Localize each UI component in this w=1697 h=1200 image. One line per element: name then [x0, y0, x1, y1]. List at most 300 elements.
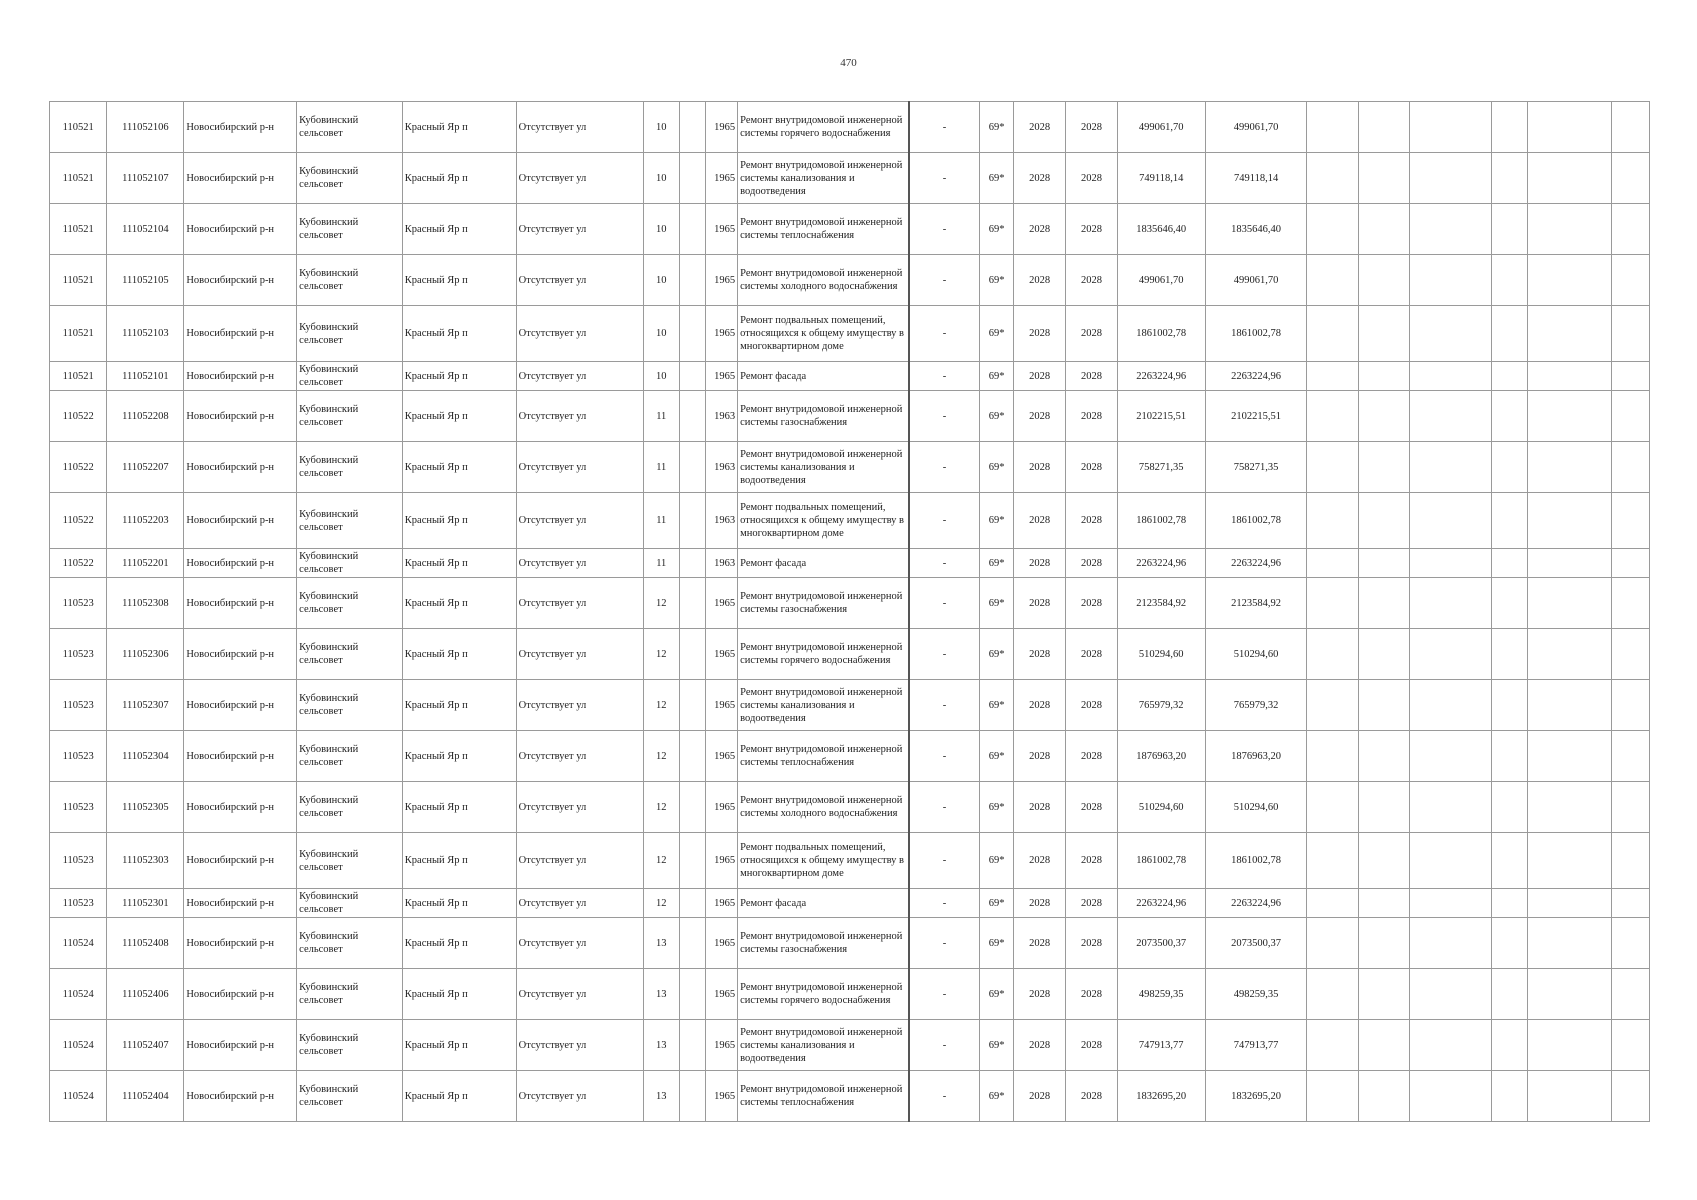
row-id: 110521 — [50, 102, 107, 153]
table-row — [50, 362, 1650, 391]
row-code: 111052203 — [107, 493, 184, 549]
row-year-to: 2028 — [1066, 629, 1117, 680]
row-total: 747913,77 — [1205, 1020, 1307, 1071]
row-rate: 69* — [980, 362, 1014, 391]
row-locality: Красный Яр п — [402, 255, 516, 306]
empty-cell — [1611, 102, 1649, 153]
row-street: Отсутствует ул — [516, 1020, 643, 1071]
empty-cell — [1491, 306, 1527, 362]
row-locality: Красный Яр п — [402, 578, 516, 629]
row-house: 10 — [643, 102, 679, 153]
row-house: 13 — [643, 1020, 679, 1071]
row-settlement: Кубовинский сельсовет — [297, 391, 403, 442]
row-dash: - — [909, 629, 980, 680]
table-row — [50, 731, 1650, 782]
row-cost: 747913,77 — [1117, 1020, 1205, 1071]
row-work-type: Ремонт подвальных помещений, относящихся к общему имуществу в многоквартирном доме — [738, 306, 909, 362]
row-year-to: 2028 — [1066, 153, 1117, 204]
row-settlement: Кубовинский сельсовет — [297, 102, 403, 153]
empty-cell — [1307, 578, 1358, 629]
row-id: 110523 — [50, 731, 107, 782]
row-locality: Красный Яр п — [402, 731, 516, 782]
row-district: Новосибирский р-н — [184, 833, 297, 889]
row-house: 12 — [643, 629, 679, 680]
empty-cell — [1611, 204, 1649, 255]
table-row — [50, 918, 1650, 969]
row-settlement: Кубовинский сельсовет — [297, 204, 403, 255]
empty-cell — [1491, 204, 1527, 255]
row-house: 12 — [643, 833, 679, 889]
row-total: 1861002,78 — [1205, 306, 1307, 362]
row-settlement: Кубовинский сельсовет — [297, 731, 403, 782]
row-settlement: Кубовинский сельсовет — [297, 782, 403, 833]
row-code: 111052303 — [107, 833, 184, 889]
empty-cell — [1611, 680, 1649, 731]
row-cost: 1835646,40 — [1117, 204, 1205, 255]
row-year-to: 2028 — [1066, 680, 1117, 731]
row-district: Новосибирский р-н — [184, 549, 297, 578]
row-house: 11 — [643, 391, 679, 442]
empty-cell — [1491, 680, 1527, 731]
row-street: Отсутствует ул — [516, 1071, 643, 1122]
row-build-year: 1965 — [706, 255, 738, 306]
row-settlement: Кубовинский сельсовет — [297, 918, 403, 969]
empty-cell — [1358, 889, 1409, 918]
row-build-year: 1965 — [706, 578, 738, 629]
row-settlement: Кубовинский сельсовет — [297, 549, 403, 578]
empty-cell — [1358, 680, 1409, 731]
row-code: 111052107 — [107, 153, 184, 204]
row-district: Новосибирский р-н — [184, 889, 297, 918]
row-build-year: 1965 — [706, 153, 738, 204]
row-rate: 69* — [980, 578, 1014, 629]
row-id: 110521 — [50, 306, 107, 362]
row-year-to: 2028 — [1066, 549, 1117, 578]
empty-cell — [1307, 680, 1358, 731]
row-house: 10 — [643, 362, 679, 391]
empty-cell — [1491, 153, 1527, 204]
empty-cell — [679, 680, 706, 731]
empty-cell — [1491, 889, 1527, 918]
empty-cell — [1611, 391, 1649, 442]
row-total: 499061,70 — [1205, 102, 1307, 153]
empty-cell — [1358, 204, 1409, 255]
row-id: 110522 — [50, 391, 107, 442]
row-dash: - — [909, 391, 980, 442]
empty-cell — [1307, 1020, 1358, 1071]
row-street: Отсутствует ул — [516, 578, 643, 629]
row-code: 111052306 — [107, 629, 184, 680]
row-district: Новосибирский р-н — [184, 493, 297, 549]
row-settlement: Кубовинский сельсовет — [297, 493, 403, 549]
empty-cell — [1611, 255, 1649, 306]
row-id: 110523 — [50, 680, 107, 731]
row-house: 12 — [643, 731, 679, 782]
row-dash: - — [909, 1071, 980, 1122]
empty-cell — [679, 629, 706, 680]
row-cost: 498259,35 — [1117, 969, 1205, 1020]
row-cost: 499061,70 — [1117, 255, 1205, 306]
empty-cell — [679, 969, 706, 1020]
empty-cell — [1527, 549, 1611, 578]
row-cost: 1861002,78 — [1117, 833, 1205, 889]
empty-cell — [1358, 549, 1409, 578]
row-work-type: Ремонт внутридомовой инженерной системы холодного водоснабжения — [738, 255, 909, 306]
row-dash: - — [909, 731, 980, 782]
empty-cell — [1409, 833, 1491, 889]
row-cost: 2263224,96 — [1117, 889, 1205, 918]
empty-cell — [1409, 680, 1491, 731]
empty-cell — [1611, 493, 1649, 549]
empty-cell — [1611, 549, 1649, 578]
row-locality: Красный Яр п — [402, 391, 516, 442]
row-year-to: 2028 — [1066, 1071, 1117, 1122]
row-locality: Красный Яр п — [402, 969, 516, 1020]
empty-cell — [679, 153, 706, 204]
row-rate: 69* — [980, 549, 1014, 578]
row-house: 13 — [643, 969, 679, 1020]
row-rate: 69* — [980, 833, 1014, 889]
row-year-from: 2028 — [1014, 549, 1066, 578]
row-year-to: 2028 — [1066, 969, 1117, 1020]
empty-cell — [1611, 1020, 1649, 1071]
empty-cell — [1611, 833, 1649, 889]
empty-cell — [1611, 1071, 1649, 1122]
row-district: Новосибирский р-н — [184, 731, 297, 782]
row-locality: Красный Яр п — [402, 442, 516, 493]
empty-cell — [1527, 442, 1611, 493]
row-year-to: 2028 — [1066, 782, 1117, 833]
empty-cell — [1307, 549, 1358, 578]
row-build-year: 1965 — [706, 204, 738, 255]
row-district: Новосибирский р-н — [184, 391, 297, 442]
empty-cell — [1527, 833, 1611, 889]
row-year-to: 2028 — [1066, 306, 1117, 362]
empty-cell — [1307, 731, 1358, 782]
row-build-year: 1965 — [706, 1020, 738, 1071]
row-year-from: 2028 — [1014, 680, 1066, 731]
row-cost: 758271,35 — [1117, 442, 1205, 493]
row-district: Новосибирский р-н — [184, 680, 297, 731]
row-rate: 69* — [980, 306, 1014, 362]
row-work-type: Ремонт внутридомовой инженерной системы теплоснабжения — [738, 1071, 909, 1122]
empty-cell — [1527, 731, 1611, 782]
row-id: 110523 — [50, 889, 107, 918]
row-house: 12 — [643, 889, 679, 918]
empty-cell — [1611, 362, 1649, 391]
row-work-type: Ремонт внутридомовой инженерной системы канализования и водоотведения — [738, 442, 909, 493]
row-settlement: Кубовинский сельсовет — [297, 306, 403, 362]
row-settlement: Кубовинский сельсовет — [297, 153, 403, 204]
row-build-year: 1965 — [706, 782, 738, 833]
row-total: 1861002,78 — [1205, 493, 1307, 549]
row-house: 10 — [643, 153, 679, 204]
row-year-to: 2028 — [1066, 204, 1117, 255]
empty-cell — [1527, 629, 1611, 680]
row-build-year: 1965 — [706, 306, 738, 362]
row-cost: 749118,14 — [1117, 153, 1205, 204]
row-settlement: Кубовинский сельсовет — [297, 1071, 403, 1122]
row-work-type: Ремонт фасада — [738, 549, 909, 578]
row-total: 765979,32 — [1205, 680, 1307, 731]
row-cost: 2073500,37 — [1117, 918, 1205, 969]
table-row — [50, 549, 1650, 578]
row-code: 111052308 — [107, 578, 184, 629]
row-rate: 69* — [980, 969, 1014, 1020]
row-id: 110523 — [50, 629, 107, 680]
row-locality: Красный Яр п — [402, 629, 516, 680]
row-year-to: 2028 — [1066, 918, 1117, 969]
row-house: 11 — [643, 549, 679, 578]
row-id: 110521 — [50, 362, 107, 391]
table-row — [50, 493, 1650, 549]
row-year-from: 2028 — [1014, 731, 1066, 782]
row-work-type: Ремонт внутридомовой инженерной системы холодного водоснабжения — [738, 782, 909, 833]
row-settlement: Кубовинский сельсовет — [297, 578, 403, 629]
row-work-type: Ремонт внутридомовой инженерной системы канализования и водоотведения — [738, 680, 909, 731]
row-code: 111052103 — [107, 306, 184, 362]
row-total: 1876963,20 — [1205, 731, 1307, 782]
empty-cell — [1611, 889, 1649, 918]
row-cost: 1861002,78 — [1117, 306, 1205, 362]
empty-cell — [679, 782, 706, 833]
row-total: 498259,35 — [1205, 969, 1307, 1020]
row-code: 111052307 — [107, 680, 184, 731]
row-street: Отсутствует ул — [516, 782, 643, 833]
empty-cell — [1491, 255, 1527, 306]
empty-cell — [1358, 1071, 1409, 1122]
empty-cell — [679, 731, 706, 782]
row-locality: Красный Яр п — [402, 1020, 516, 1071]
table-row — [50, 391, 1650, 442]
empty-cell — [679, 362, 706, 391]
empty-cell — [1307, 153, 1358, 204]
empty-cell — [1611, 629, 1649, 680]
empty-cell — [1409, 782, 1491, 833]
row-work-type: Ремонт фасада — [738, 889, 909, 918]
row-year-to: 2028 — [1066, 833, 1117, 889]
table-row — [50, 1020, 1650, 1071]
row-dash: - — [909, 442, 980, 493]
row-house: 11 — [643, 493, 679, 549]
row-rate: 69* — [980, 102, 1014, 153]
empty-cell — [1307, 833, 1358, 889]
row-street: Отсутствует ул — [516, 204, 643, 255]
row-id: 110522 — [50, 549, 107, 578]
row-code: 111052305 — [107, 782, 184, 833]
row-year-from: 2028 — [1014, 204, 1066, 255]
empty-cell — [1358, 918, 1409, 969]
row-street: Отсутствует ул — [516, 549, 643, 578]
empty-cell — [1358, 1020, 1409, 1071]
empty-cell — [1358, 102, 1409, 153]
row-build-year: 1965 — [706, 969, 738, 1020]
row-work-type: Ремонт внутридомовой инженерной системы газоснабжения — [738, 391, 909, 442]
row-year-to: 2028 — [1066, 391, 1117, 442]
empty-cell — [679, 1020, 706, 1071]
empty-cell — [679, 391, 706, 442]
row-code: 111052407 — [107, 1020, 184, 1071]
capital-repair-table — [49, 101, 1650, 1122]
empty-cell — [1307, 362, 1358, 391]
row-cost: 2263224,96 — [1117, 549, 1205, 578]
row-settlement: Кубовинский сельсовет — [297, 969, 403, 1020]
row-build-year: 1965 — [706, 1071, 738, 1122]
row-street: Отсутствует ул — [516, 680, 643, 731]
row-cost: 765979,32 — [1117, 680, 1205, 731]
empty-cell — [1409, 153, 1491, 204]
row-total: 2263224,96 — [1205, 362, 1307, 391]
row-house: 12 — [643, 680, 679, 731]
empty-cell — [1491, 362, 1527, 391]
row-year-from: 2028 — [1014, 306, 1066, 362]
row-street: Отсутствует ул — [516, 833, 643, 889]
row-house: 10 — [643, 255, 679, 306]
empty-cell — [1409, 889, 1491, 918]
row-total: 1835646,40 — [1205, 204, 1307, 255]
empty-cell — [1409, 204, 1491, 255]
empty-cell — [1409, 493, 1491, 549]
row-build-year: 1963 — [706, 549, 738, 578]
row-total: 1832695,20 — [1205, 1071, 1307, 1122]
row-year-from: 2028 — [1014, 442, 1066, 493]
row-street: Отсутствует ул — [516, 102, 643, 153]
row-district: Новосибирский р-н — [184, 442, 297, 493]
row-house: 11 — [643, 442, 679, 493]
row-total: 510294,60 — [1205, 782, 1307, 833]
row-year-to: 2028 — [1066, 493, 1117, 549]
row-id: 110521 — [50, 153, 107, 204]
row-year-from: 2028 — [1014, 1071, 1066, 1122]
empty-cell — [1527, 578, 1611, 629]
empty-cell — [1409, 102, 1491, 153]
empty-cell — [1611, 306, 1649, 362]
table-row — [50, 442, 1650, 493]
empty-cell — [1611, 969, 1649, 1020]
row-id: 110521 — [50, 255, 107, 306]
row-house: 12 — [643, 782, 679, 833]
row-id: 110522 — [50, 442, 107, 493]
row-total: 2263224,96 — [1205, 889, 1307, 918]
row-cost: 2123584,92 — [1117, 578, 1205, 629]
empty-cell — [1527, 680, 1611, 731]
row-rate: 69* — [980, 204, 1014, 255]
row-street: Отсутствует ул — [516, 889, 643, 918]
row-dash: - — [909, 782, 980, 833]
row-year-from: 2028 — [1014, 969, 1066, 1020]
row-district: Новосибирский р-н — [184, 1071, 297, 1122]
empty-cell — [679, 833, 706, 889]
table-row — [50, 204, 1650, 255]
row-dash: - — [909, 680, 980, 731]
row-locality: Красный Яр п — [402, 362, 516, 391]
empty-cell — [1611, 442, 1649, 493]
empty-cell — [1409, 1071, 1491, 1122]
empty-cell — [1611, 782, 1649, 833]
row-locality: Красный Яр п — [402, 833, 516, 889]
row-cost: 2102215,51 — [1117, 391, 1205, 442]
empty-cell — [1358, 306, 1409, 362]
row-total: 2073500,37 — [1205, 918, 1307, 969]
row-district: Новосибирский р-н — [184, 362, 297, 391]
table-body — [50, 102, 1650, 1122]
table-row — [50, 102, 1650, 153]
empty-cell — [1409, 629, 1491, 680]
row-code: 111052201 — [107, 549, 184, 578]
row-house: 10 — [643, 204, 679, 255]
row-street: Отсутствует ул — [516, 362, 643, 391]
row-dash: - — [909, 153, 980, 204]
row-rate: 69* — [980, 153, 1014, 204]
row-house: 10 — [643, 306, 679, 362]
row-code: 111052208 — [107, 391, 184, 442]
row-work-type: Ремонт внутридомовой инженерной системы горячего водоснабжения — [738, 969, 909, 1020]
empty-cell — [1358, 578, 1409, 629]
row-code: 111052207 — [107, 442, 184, 493]
row-district: Новосибирский р-н — [184, 918, 297, 969]
row-build-year: 1963 — [706, 442, 738, 493]
row-id: 110524 — [50, 969, 107, 1020]
row-year-from: 2028 — [1014, 833, 1066, 889]
empty-cell — [1527, 1071, 1611, 1122]
row-id: 110522 — [50, 493, 107, 549]
empty-cell — [1358, 969, 1409, 1020]
row-work-type: Ремонт внутридомовой инженерной системы канализования и водоотведения — [738, 153, 909, 204]
row-code: 111052301 — [107, 889, 184, 918]
empty-cell — [1527, 306, 1611, 362]
row-total: 499061,70 — [1205, 255, 1307, 306]
row-year-from: 2028 — [1014, 391, 1066, 442]
row-work-type: Ремонт фасада — [738, 362, 909, 391]
row-year-to: 2028 — [1066, 362, 1117, 391]
row-locality: Красный Яр п — [402, 889, 516, 918]
empty-cell — [1307, 629, 1358, 680]
row-dash: - — [909, 102, 980, 153]
row-dash: - — [909, 918, 980, 969]
empty-cell — [1409, 1020, 1491, 1071]
row-year-from: 2028 — [1014, 102, 1066, 153]
row-build-year: 1963 — [706, 493, 738, 549]
row-code: 111052406 — [107, 969, 184, 1020]
row-cost: 1861002,78 — [1117, 493, 1205, 549]
row-locality: Красный Яр п — [402, 306, 516, 362]
row-district: Новосибирский р-н — [184, 782, 297, 833]
row-work-type: Ремонт подвальных помещений, относящихся к общему имуществу в многоквартирном доме — [738, 493, 909, 549]
row-year-to: 2028 — [1066, 731, 1117, 782]
row-code: 111052101 — [107, 362, 184, 391]
row-year-from: 2028 — [1014, 153, 1066, 204]
empty-cell — [1358, 362, 1409, 391]
row-build-year: 1965 — [706, 102, 738, 153]
table-row — [50, 680, 1650, 731]
empty-cell — [679, 442, 706, 493]
row-year-from: 2028 — [1014, 889, 1066, 918]
table-row — [50, 969, 1650, 1020]
empty-cell — [1409, 969, 1491, 1020]
empty-cell — [679, 1071, 706, 1122]
empty-cell — [1409, 578, 1491, 629]
row-cost: 510294,60 — [1117, 782, 1205, 833]
row-dash: - — [909, 549, 980, 578]
empty-cell — [1491, 969, 1527, 1020]
empty-cell — [1307, 969, 1358, 1020]
empty-cell — [1491, 442, 1527, 493]
empty-cell — [1409, 362, 1491, 391]
row-work-type: Ремонт внутридомовой инженерной системы теплоснабжения — [738, 204, 909, 255]
empty-cell — [1527, 889, 1611, 918]
empty-cell — [679, 493, 706, 549]
empty-cell — [1611, 578, 1649, 629]
